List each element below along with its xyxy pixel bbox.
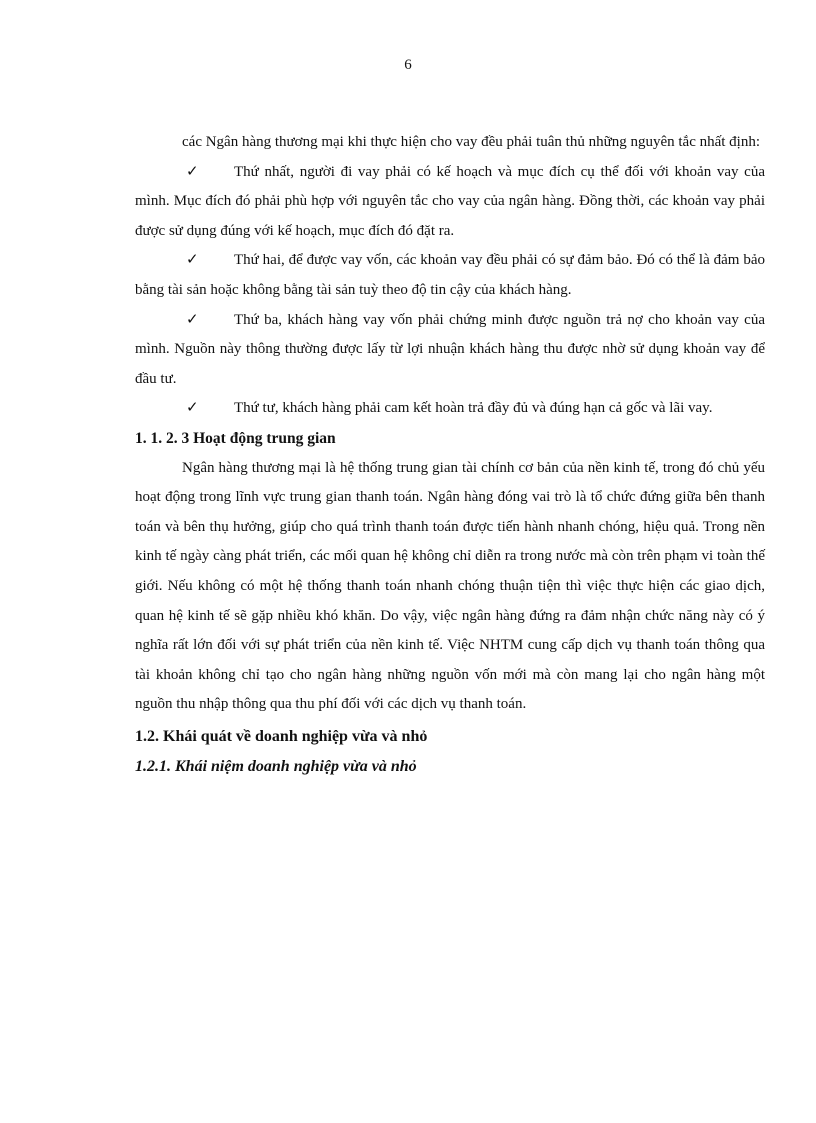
checkmark-icon: ✓ [186, 252, 199, 269]
principle-item-1 [135, 158, 765, 247]
document-body [135, 128, 765, 782]
principle-text-3: Thứ ba, khách hàng vay vốn phải chứng minh được nguồn trả nợ cho khoản vay của mình. Nguồn này thông thường được lấy từ lợi nhuận khách hàng thu được nhờ sử dụng khoản vay để đầu tư. [135, 311, 765, 387]
checkmark-icon: ✓ [186, 163, 199, 180]
principle-text-1: Thứ nhất, người đi vay phải có kế hoạch và mục đích cụ thể đối với khoản vay của mình. Mục đích đó phải phù hợp với nguyên tắc cho vay của ngân hàng. Đồng thời, các khoản vay phải được sử dụng đúng với kế hoạch, mục đích đó đặt ra. [135, 163, 765, 239]
checkmark-icon: ✓ [186, 400, 199, 417]
principle-item-2 [135, 246, 765, 305]
checkmark-icon: ✓ [186, 311, 199, 328]
intermediary-paragraph: Ngân hàng thương mại là hệ thống trung gian tài chính cơ bản của nền kinh tế, trong đó chủ yếu hoạt động trong lĩnh vực trung gian thanh toán. Ngân hàng đóng vai trò là tổ chức đứng giữa bên thanh toán và bên thụ hưởng, giúp cho quá trình thanh toán được tiến hành nhanh chóng, hiệu quả. Trong nền kinh tế ngày càng phát triển, các mối quan hệ không chỉ diễn ra trong nước mà còn trên phạm vi toàn thế giới. Nếu không có một hệ thống thanh toán nhanh chóng thuận tiện thì việc thực hiện các giao dịch, quan hệ kinh tế sẽ gặp nhiều khó khăn. Do vậy, việc ngân hàng đứng ra đảm nhận chức năng này có ý nghĩa rất lớn đối với sự phát triển của nền kinh tế. Việc NHTM cung cấp dịch vụ thanh toán thông qua tài khoản không chỉ tạo cho ngân hàng những nguồn vốn mới mà còn mang lại cho ngân hàng một nguồn thu nhập thông qua thu phí đối với các dịch vụ thanh toán. [135, 459, 765, 713]
intro-paragraph: các Ngân hàng thương mại khi thực hiện cho vay đều phải tuân thủ những nguyên tắc nhất định: [182, 134, 761, 150]
heading-1-2: 1.2. Khái quát về doanh nghiệp vừa và nhỏ [135, 727, 428, 745]
principle-text-4: Thứ tư, khách hàng phải cam kết hoàn trả đầy đủ và đúng hạn cả gốc và lãi vay. [234, 400, 713, 417]
heading-1-1-2-3: 1. 1. 2. 3 Hoạt động trung gian [135, 429, 336, 447]
principle-text-2: Thứ hai, để được vay vốn, các khoản vay đều phải có sự đảm bảo. Đó có thể là đảm bảo bằng tài sản hoặc không bằng tài sản tuỳ theo độ tin cậy của khách hàng. [135, 252, 765, 298]
heading-1-2-1: 1.2.1. Khái niệm doanh nghiệp vừa và nhỏ [135, 757, 417, 775]
principle-item-3 [135, 306, 765, 395]
principle-item-4 [135, 394, 765, 424]
page-number: 6 [404, 57, 412, 73]
